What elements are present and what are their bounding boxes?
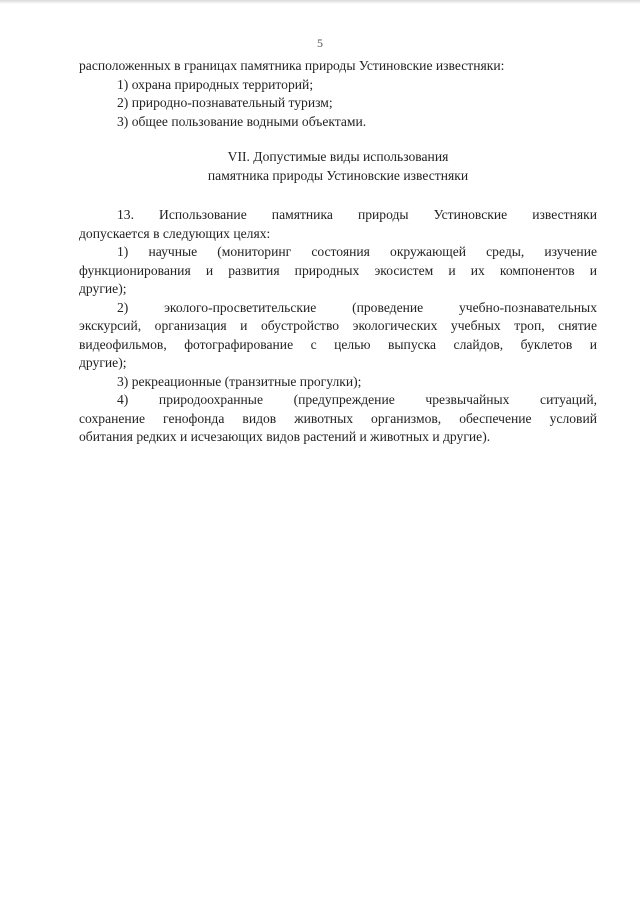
item-2-line-1: 2) эколого-просветительские (проведение учебно-познавательных [117,299,597,315]
item-1-line-2: функционирования и развития природных экосистем и их компонентов и [79,262,597,278]
paragraph-13-line-1: 13. Использование памятника природы Устиновские известняки [117,207,597,222]
intro-item-3: 3) общее пользование водными объектами. [117,113,367,129]
item-1-line-1: 1) научные (мониторинг состояния окружающей среды, изучение [117,244,597,259]
item-3-line-1: 3) рекреационные (транзитные прогулки); [117,373,362,389]
scan-edge-shadow [0,0,640,4]
item-2-line-2: экскурсий, организация и обустройство экологических учебных троп, снятие [79,318,597,333]
item-4-line-3: обитания редких и исчезающих видов растений и животных и другие). [79,429,491,444]
section-heading-line-2: памятника природы Устиновские известняки [207,167,469,183]
item-4-line-2: сохранение генофонда видов животных организмов, обеспечение условий [79,410,597,426]
item-4-line-1: 4) природоохранные (предупреждение чрезвычайных ситуаций, [117,392,597,407]
item-2-line-3: видеофильмов, фотографирование с целью выпуска слайдов, буклетов и [79,336,597,352]
paragraph-13-line-2: допускается в следующих целях: [79,225,271,241]
item-2-line-4: другие); [79,355,127,370]
section-heading-line-1: VII. Допустимые виды использования [227,149,449,164]
item-1-line-3: другие); [79,281,127,296]
page-number: 5 [317,36,323,50]
intro-item-1: 1) охрана природных территорий; [117,76,314,92]
intro-lead: расположенных в границах памятника природы Устиновские известняки: [79,58,505,73]
document-body [79,57,597,447]
intro-item-2: 2) природно-познавательный туризм; [117,95,333,110]
section-heading [79,148,597,185]
